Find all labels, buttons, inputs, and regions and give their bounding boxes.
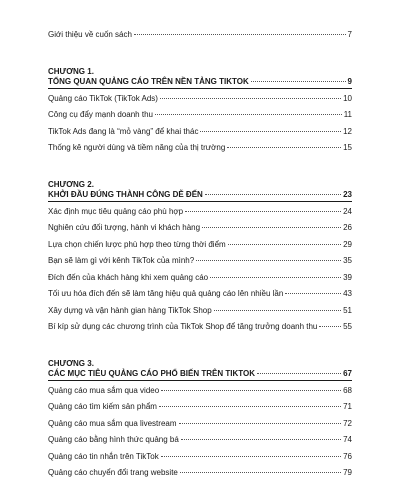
toc-page-number: 55: [343, 322, 352, 331]
chapter-1: [48, 67, 352, 160]
dot-leader: [228, 244, 341, 245]
toc-entry-title: Quảng cáo mua sắm qua video: [48, 385, 160, 395]
dot-leader: [257, 373, 341, 374]
toc-entry: [48, 386, 352, 403]
dot-leader: [214, 310, 341, 311]
toc-entry-title: Xác định mục tiêu quảng cáo phù hợp: [48, 206, 184, 216]
toc-entry: [48, 402, 352, 419]
dot-leader: [251, 81, 346, 82]
chapter-title: CÁC MỤC TIÊU QUẢNG CÁO PHỔ BIẾN TRÊN TIKTOK: [48, 368, 255, 378]
dot-leader: [159, 406, 341, 407]
toc-page-number: 79: [343, 468, 352, 477]
toc-page-number: 39: [343, 272, 352, 282]
toc-entry: [48, 452, 352, 469]
toc-entry-title: Quảng cáo bằng hình thức quảng bá: [48, 435, 179, 444]
toc-entry: [48, 143, 352, 160]
chapter-label: CHƯƠNG 1.: [48, 66, 94, 76]
chapter-title: KHỞI ĐẦU ĐÚNG THÀNH CÔNG DỄ ĐẾN: [48, 189, 203, 199]
toc-entry-title: Quảng cáo chuyển đổi trang website: [48, 468, 178, 477]
toc-entry-title: Tối ưu hóa đích đến sẽ làm tăng hiệu quả quảng cáo lên nhiều lần: [48, 289, 284, 298]
toc-page-number: 26: [343, 223, 352, 232]
toc-entry-intro: [48, 30, 352, 47]
chapter-page-number: 67: [343, 368, 352, 378]
toc-page-number: 76: [343, 451, 352, 461]
chapter-title: TỔNG QUAN QUẢNG CÁO TRÊN NỀN TẢNG TIKTOK: [48, 76, 249, 86]
dot-leader: [205, 194, 341, 195]
toc-entry-title: Nghiên cứu đối tượng, hành vi khách hàng: [48, 223, 201, 232]
chapter-2: [48, 180, 352, 339]
toc-entry-title: Đích đến của khách hàng khi xem quảng cáo: [48, 272, 209, 282]
toc-entry: [48, 94, 352, 111]
toc-entry-title: Lựa chọn chiến lược phù hợp theo từng thời điểm: [48, 239, 226, 249]
dot-leader: [185, 211, 341, 212]
chapter-page-number: 23: [343, 189, 352, 199]
chapter-heading: [48, 190, 352, 202]
chapter-label: CHƯƠNG 2.: [48, 179, 94, 189]
dot-leader: [319, 326, 341, 327]
toc-page-number: 15: [343, 143, 352, 152]
toc-entry: [48, 322, 352, 339]
toc-entry-title: Công cụ đẩy mạnh doanh thu: [48, 110, 153, 119]
dot-leader: [202, 227, 341, 228]
toc-page-number: 51: [343, 305, 352, 315]
toc-entry-title: Quảng cáo tin nhắn trên TikTok: [48, 451, 159, 461]
toc-page-number: 12: [343, 126, 352, 136]
toc-entry-title: Quảng cáo mua sắm qua livestream: [48, 418, 177, 428]
toc-entry: [48, 435, 352, 452]
dot-leader: [160, 98, 341, 99]
toc-page-number: 43: [343, 289, 352, 298]
dot-leader: [155, 114, 342, 115]
chapter-label: CHƯƠNG 3.: [48, 358, 94, 368]
dot-leader: [180, 472, 341, 473]
chapter-heading: [48, 77, 352, 89]
toc-entry: [48, 273, 352, 290]
toc-page-number: 7: [347, 30, 352, 39]
dot-leader: [200, 131, 341, 132]
toc-page-number: 68: [343, 385, 352, 395]
toc-entry: [48, 207, 352, 224]
toc-page-number: 24: [343, 206, 352, 216]
dot-leader: [285, 293, 341, 294]
dot-leader: [161, 456, 341, 457]
toc-entry-title: TikTok Ads đang là “mỏ vàng” để khai thác: [48, 126, 199, 136]
toc-page-number: 35: [343, 256, 352, 265]
toc-entry-title: Quảng cáo TikTok (TikTok Ads): [48, 93, 158, 103]
toc-entry: [48, 110, 352, 127]
toc-entry-title: Bạn sẽ làm gì với kênh TikTok của mình?: [48, 256, 195, 265]
toc-entry: [48, 419, 352, 436]
dot-leader: [161, 390, 341, 391]
toc-page-number: 72: [343, 418, 352, 428]
toc-entry: [48, 306, 352, 323]
toc-entry: [48, 127, 352, 144]
toc-entry: [48, 223, 352, 240]
dot-leader: [196, 260, 341, 261]
chapter-3: [48, 359, 352, 485]
dot-leader: [227, 147, 341, 148]
toc-entry: [48, 468, 352, 485]
toc-entry-title: Bí kíp sử dụng các chương trình của TikTok Shop để tăng trưởng doanh thu: [48, 322, 318, 331]
chapter-page-number: 9: [347, 76, 352, 86]
toc-entry: [48, 256, 352, 273]
toc-page-number: 11: [343, 110, 352, 119]
dot-leader: [134, 34, 346, 35]
toc-page-number: 71: [343, 402, 352, 411]
toc-entry-title: Xây dựng và vận hành gian hàng TikTok Shop: [48, 305, 212, 315]
toc-page-number: 10: [343, 93, 352, 103]
dot-leader: [179, 423, 342, 424]
toc-entry-title: Giới thiệu về cuốn sách: [48, 30, 132, 39]
toc-page-number: 74: [343, 435, 352, 444]
dot-leader: [210, 277, 341, 278]
table-of-contents: [48, 30, 352, 485]
toc-entry: [48, 240, 352, 257]
toc-entry: [48, 289, 352, 306]
dot-leader: [181, 439, 341, 440]
chapter-heading: [48, 369, 352, 381]
toc-entry-title: Thống kê người dùng và tiềm năng của thị trường: [48, 143, 226, 152]
toc-entry-title: Quảng cáo tìm kiếm sản phẩm: [48, 402, 157, 411]
toc-page-number: 29: [343, 239, 352, 249]
